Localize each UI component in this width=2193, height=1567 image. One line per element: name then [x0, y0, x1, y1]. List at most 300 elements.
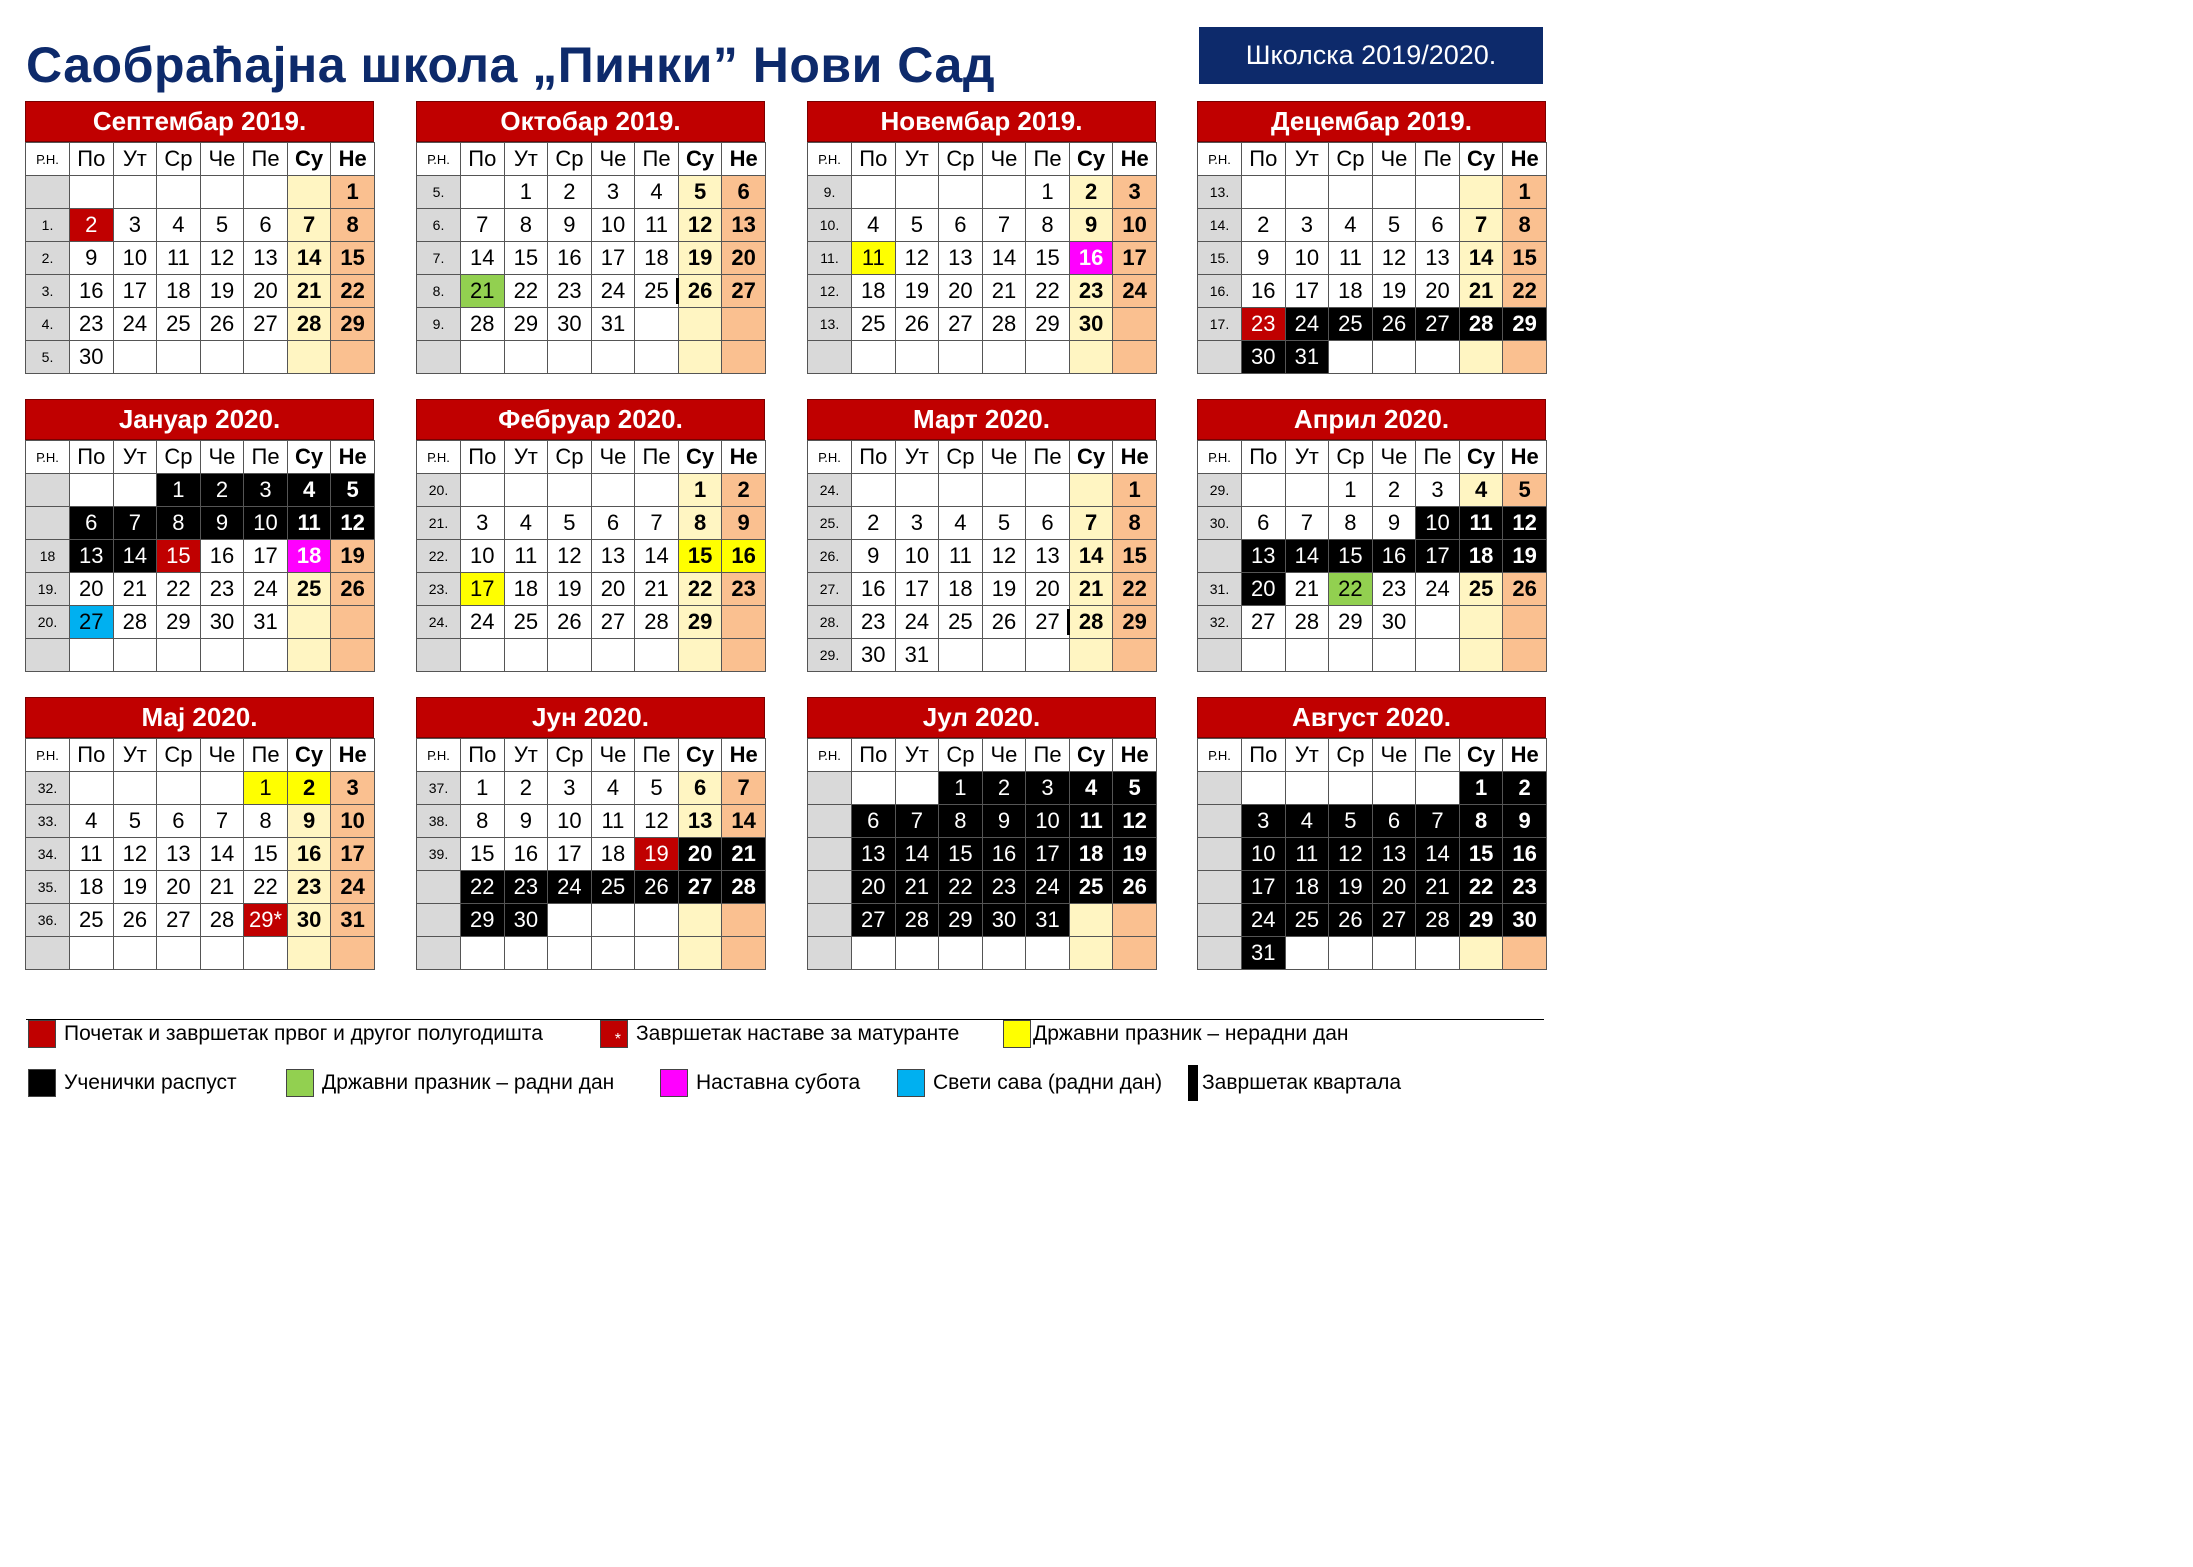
day-cell: 13 — [1026, 540, 1070, 573]
weekday-header: Че — [982, 739, 1026, 772]
week-number: 7. — [417, 242, 461, 275]
weekday-header: Че — [591, 441, 635, 474]
month-table — [807, 142, 1157, 374]
day-cell — [722, 606, 766, 639]
day-cell: 3 — [895, 507, 939, 540]
day-cell: 24 — [1416, 573, 1460, 606]
week-row — [1198, 639, 1547, 672]
day-cell: 16 — [982, 838, 1026, 871]
day-cell: 1 — [1459, 772, 1503, 805]
legend-quarter-end — [1188, 1065, 1401, 1101]
day-cell: 31 — [591, 308, 635, 341]
day-cell: 1 — [939, 772, 983, 805]
day-cell: 20 — [1242, 573, 1286, 606]
week-row — [808, 606, 1157, 639]
day-cell — [678, 308, 722, 341]
week-number — [1198, 805, 1242, 838]
week-number: 33. — [26, 805, 70, 838]
week-row — [808, 209, 1157, 242]
day-cell: 24 — [244, 573, 288, 606]
day-cell: 10 — [244, 507, 288, 540]
day-cell: 24 — [1026, 871, 1070, 904]
day-cell — [504, 937, 548, 970]
day-cell — [1242, 639, 1286, 672]
week-number: 3. — [26, 275, 70, 308]
day-cell: 25 — [591, 871, 635, 904]
day-cell: 6 — [852, 805, 896, 838]
weekday-header: Пе — [1026, 739, 1070, 772]
legend-saint-sava-label: Свети сава (радни дан) — [933, 1071, 1163, 1094]
day-cell: 9 — [200, 507, 244, 540]
red-star-swatch-icon: * — [600, 1020, 628, 1048]
day-cell: 7 — [635, 507, 679, 540]
day-cell: 20 — [678, 838, 722, 871]
day-cell: 30 — [548, 308, 592, 341]
weekday-header: Пе — [635, 143, 679, 176]
weekday-header: Ср — [157, 143, 201, 176]
day-cell — [244, 176, 288, 209]
day-cell — [113, 772, 157, 805]
day-cell: 17 — [895, 573, 939, 606]
day-cell: 2 — [287, 772, 331, 805]
day-cell — [1285, 772, 1329, 805]
day-cell — [70, 176, 114, 209]
month-title: Септембар 2019. — [25, 101, 374, 142]
day-cell: 10 — [548, 805, 592, 838]
weekday-header: Не — [331, 441, 375, 474]
day-cell: 30 — [852, 639, 896, 672]
weekday-header: Ср — [939, 441, 983, 474]
week-row — [808, 275, 1157, 308]
day-cell: 26 — [635, 871, 679, 904]
day-cell: 11 — [591, 805, 635, 838]
weekday-header-row — [1198, 143, 1547, 176]
day-cell: 24 — [591, 275, 635, 308]
day-cell: 14 — [722, 805, 766, 838]
day-cell — [244, 937, 288, 970]
weekday-header: Ут — [504, 739, 548, 772]
legend-break-label: Ученички распуст — [64, 1071, 237, 1094]
weekday-header: Ут — [504, 143, 548, 176]
day-cell: 2 — [70, 209, 114, 242]
week-row — [808, 540, 1157, 573]
day-cell: 23 — [1069, 275, 1113, 308]
legend-saint-sava — [897, 1069, 1162, 1097]
day-cell: 17 — [244, 540, 288, 573]
weekday-header: Су — [678, 143, 722, 176]
month-table — [1197, 142, 1547, 374]
day-cell: 7 — [200, 805, 244, 838]
weekday-header: По — [1242, 441, 1286, 474]
day-cell — [157, 176, 201, 209]
day-cell: 6 — [591, 507, 635, 540]
week-row — [1198, 474, 1547, 507]
day-cell: 6 — [70, 507, 114, 540]
black-swatch-icon — [28, 1069, 56, 1097]
weekday-header: Су — [287, 143, 331, 176]
day-cell: 31 — [1242, 937, 1286, 970]
day-cell: 22 — [331, 275, 375, 308]
day-cell — [200, 176, 244, 209]
day-cell: 13 — [939, 242, 983, 275]
day-cell: 24 — [113, 308, 157, 341]
week-number-header: Р.Н. — [26, 441, 70, 474]
day-cell: 12 — [331, 507, 375, 540]
day-cell: 16 — [1069, 242, 1113, 275]
week-number — [417, 341, 461, 374]
week-row — [417, 209, 766, 242]
weekday-header-row — [808, 441, 1157, 474]
day-cell — [939, 176, 983, 209]
legend-quarter-end-label: Завршетак квартала — [1202, 1071, 1402, 1094]
month-calendar — [807, 697, 1156, 974]
weekday-header: Не — [1113, 143, 1157, 176]
day-cell: 22 — [678, 573, 722, 606]
day-cell: 1 — [1503, 176, 1547, 209]
day-cell: 13 — [722, 209, 766, 242]
day-cell: 22 — [1026, 275, 1070, 308]
day-cell: 13 — [244, 242, 288, 275]
week-row — [417, 474, 766, 507]
day-cell: 17 — [461, 573, 505, 606]
day-cell: 17 — [1416, 540, 1460, 573]
legend-holiday-work-label: Државни празник – радни дан — [322, 1071, 615, 1094]
day-cell — [1416, 606, 1460, 639]
day-cell: 30 — [1242, 341, 1286, 374]
day-cell: 20 — [70, 573, 114, 606]
week-number: 35. — [26, 871, 70, 904]
day-cell: 30 — [70, 341, 114, 374]
day-cell: 27 — [157, 904, 201, 937]
weekday-header: Че — [200, 143, 244, 176]
day-cell: 28 — [722, 871, 766, 904]
week-row — [26, 474, 375, 507]
day-cell: 13 — [1416, 242, 1460, 275]
day-cell: 28 — [200, 904, 244, 937]
day-cell — [1026, 639, 1070, 672]
day-cell: 8 — [461, 805, 505, 838]
week-row — [417, 242, 766, 275]
day-cell: 15 — [157, 540, 201, 573]
day-cell: 5 — [678, 176, 722, 209]
day-cell — [548, 904, 592, 937]
page-title: Саобраћајна школа „Пинки” Нови Сад — [26, 37, 996, 93]
day-cell — [287, 176, 331, 209]
day-cell: 8 — [1329, 507, 1373, 540]
day-cell: 5 — [1329, 805, 1373, 838]
day-cell: 31 — [1285, 341, 1329, 374]
week-row — [26, 209, 375, 242]
weekday-header-row — [808, 143, 1157, 176]
day-cell: 26 — [982, 606, 1026, 639]
day-cell: 12 — [1113, 805, 1157, 838]
legend-graduates-label: Завршетак наставе за матуранте — [636, 1022, 960, 1045]
weekday-header: Ут — [504, 441, 548, 474]
day-cell: 5 — [200, 209, 244, 242]
week-number: 17. — [1198, 308, 1242, 341]
month-table — [25, 440, 375, 672]
day-cell: 11 — [157, 242, 201, 275]
day-cell: 23 — [1372, 573, 1416, 606]
day-cell: 19 — [200, 275, 244, 308]
week-number — [808, 805, 852, 838]
day-cell: 19 — [1329, 871, 1373, 904]
day-cell: 24 — [1113, 275, 1157, 308]
week-row — [417, 275, 766, 308]
week-row — [808, 772, 1157, 805]
day-cell: 9 — [852, 540, 896, 573]
week-number-header: Р.Н. — [1198, 441, 1242, 474]
day-cell — [635, 308, 679, 341]
legend-semester-label: Почетак и завршетак првог и другог полугодишта — [64, 1022, 543, 1045]
day-cell: 2 — [982, 772, 1026, 805]
week-row — [26, 772, 375, 805]
day-cell — [287, 341, 331, 374]
month-title: Јануар 2020. — [25, 399, 374, 440]
week-number: 30. — [1198, 507, 1242, 540]
day-cell: 30 — [504, 904, 548, 937]
weekday-header: Пе — [1416, 441, 1460, 474]
day-cell: 26 — [1113, 871, 1157, 904]
day-cell — [635, 341, 679, 374]
day-cell: 21 — [287, 275, 331, 308]
week-number-header: Р.Н. — [1198, 143, 1242, 176]
day-cell — [287, 937, 331, 970]
day-cell: 20 — [157, 871, 201, 904]
day-cell — [852, 341, 896, 374]
day-cell — [1329, 937, 1373, 970]
week-number — [417, 871, 461, 904]
day-cell: 26 — [895, 308, 939, 341]
week-number — [1198, 937, 1242, 970]
day-cell — [895, 937, 939, 970]
day-cell: 23 — [722, 573, 766, 606]
day-cell: 23 — [852, 606, 896, 639]
day-cell: 10 — [1242, 838, 1286, 871]
week-row — [808, 904, 1157, 937]
weekday-header: Ут — [895, 739, 939, 772]
week-number — [808, 937, 852, 970]
week-number: 39. — [417, 838, 461, 871]
day-cell: 3 — [113, 209, 157, 242]
weekday-header: Су — [1069, 143, 1113, 176]
day-cell: 27 — [244, 308, 288, 341]
day-cell: 14 — [113, 540, 157, 573]
week-number: 24. — [417, 606, 461, 639]
day-cell: 11 — [287, 507, 331, 540]
day-cell: 10 — [113, 242, 157, 275]
day-cell: 25 — [504, 606, 548, 639]
day-cell: 16 — [287, 838, 331, 871]
weekday-header: Ср — [1329, 143, 1373, 176]
week-number — [808, 904, 852, 937]
day-cell — [1372, 341, 1416, 374]
day-cell: 17 — [1242, 871, 1286, 904]
day-cell — [678, 639, 722, 672]
day-cell: 13 — [1242, 540, 1286, 573]
day-cell: 29 — [157, 606, 201, 639]
day-cell: 26 — [1372, 308, 1416, 341]
day-cell: 12 — [635, 805, 679, 838]
day-cell: 22 — [157, 573, 201, 606]
weekday-header: Не — [331, 739, 375, 772]
day-cell: 20 — [1416, 275, 1460, 308]
week-row — [417, 772, 766, 805]
day-cell — [461, 937, 505, 970]
day-cell — [1069, 639, 1113, 672]
weekday-header: Ср — [548, 143, 592, 176]
day-cell — [722, 341, 766, 374]
day-cell: 1 — [1113, 474, 1157, 507]
day-cell: 18 — [157, 275, 201, 308]
day-cell: 23 — [287, 871, 331, 904]
day-cell: 15 — [331, 242, 375, 275]
day-cell: 11 — [504, 540, 548, 573]
weekday-header: Не — [1113, 739, 1157, 772]
day-cell: 25 — [1285, 904, 1329, 937]
day-cell — [461, 341, 505, 374]
week-number — [1198, 871, 1242, 904]
day-cell — [939, 937, 983, 970]
day-cell: 12 — [1329, 838, 1373, 871]
day-cell — [1242, 474, 1286, 507]
day-cell: 19 — [331, 540, 375, 573]
month-table — [1197, 440, 1547, 672]
weekday-header: Ут — [895, 143, 939, 176]
day-cell: 19 — [113, 871, 157, 904]
week-number: 25. — [808, 507, 852, 540]
legend-working-saturday — [660, 1069, 860, 1097]
day-cell: 18 — [635, 242, 679, 275]
month-calendar — [416, 101, 765, 378]
day-cell — [1459, 606, 1503, 639]
day-cell: 9 — [70, 242, 114, 275]
weekday-header: Не — [1503, 739, 1547, 772]
week-row — [26, 606, 375, 639]
week-row — [26, 639, 375, 672]
day-cell: 27 — [70, 606, 114, 639]
week-row — [1198, 838, 1547, 871]
day-cell: 9 — [1372, 507, 1416, 540]
day-cell: 11 — [852, 242, 896, 275]
day-cell — [895, 474, 939, 507]
week-row — [26, 540, 375, 573]
week-row — [1198, 507, 1547, 540]
weekday-header: По — [461, 441, 505, 474]
day-cell — [982, 937, 1026, 970]
day-cell: 24 — [1242, 904, 1286, 937]
week-number — [808, 772, 852, 805]
day-cell: 19 — [1503, 540, 1547, 573]
weekday-header: Ср — [1329, 441, 1373, 474]
week-number: 22. — [417, 540, 461, 573]
weekday-header: Су — [287, 441, 331, 474]
day-cell: 9 — [982, 805, 1026, 838]
day-cell — [200, 341, 244, 374]
weekday-header-row — [26, 739, 375, 772]
weekday-header: По — [852, 143, 896, 176]
day-cell: 13 — [852, 838, 896, 871]
week-number: 16. — [1198, 275, 1242, 308]
weekday-header-row — [1198, 739, 1547, 772]
day-cell: 27 — [678, 871, 722, 904]
day-cell — [200, 937, 244, 970]
month-title: Децембар 2019. — [1197, 101, 1546, 142]
day-cell — [1113, 341, 1157, 374]
weekday-header: Пе — [244, 739, 288, 772]
day-cell — [591, 341, 635, 374]
week-row — [1198, 341, 1547, 374]
weekday-header: Че — [200, 441, 244, 474]
day-cell: 21 — [1285, 573, 1329, 606]
legend-graduates — [600, 1020, 959, 1048]
week-number: 4. — [26, 308, 70, 341]
week-row — [26, 308, 375, 341]
month-table — [1197, 738, 1547, 970]
weekday-header: Не — [722, 143, 766, 176]
week-row — [417, 540, 766, 573]
day-cell: 4 — [1069, 772, 1113, 805]
week-number — [26, 474, 70, 507]
day-cell: 25 — [852, 308, 896, 341]
week-row — [26, 507, 375, 540]
day-cell: 17 — [1113, 242, 1157, 275]
day-cell: 29 — [1113, 606, 1157, 639]
day-cell: 2 — [722, 474, 766, 507]
week-row — [1198, 772, 1547, 805]
day-cell: 27 — [722, 275, 766, 308]
day-cell: 12 — [548, 540, 592, 573]
day-cell: 6 — [939, 209, 983, 242]
week-number — [1198, 540, 1242, 573]
week-number: 10. — [808, 209, 852, 242]
month-table — [25, 738, 375, 970]
day-cell — [1329, 341, 1373, 374]
day-cell — [1026, 937, 1070, 970]
day-cell: 29* — [244, 904, 288, 937]
day-cell — [200, 639, 244, 672]
weekday-header: Не — [1503, 143, 1547, 176]
day-cell: 29 — [461, 904, 505, 937]
weekday-header: По — [852, 441, 896, 474]
weekday-header: Ут — [1285, 739, 1329, 772]
day-cell — [157, 341, 201, 374]
day-cell: 16 — [1503, 838, 1547, 871]
green-swatch-icon — [286, 1069, 314, 1097]
day-cell: 14 — [461, 242, 505, 275]
day-cell: 1 — [157, 474, 201, 507]
day-cell: 24 — [548, 871, 592, 904]
day-cell: 25 — [1329, 308, 1373, 341]
day-cell — [1416, 937, 1460, 970]
day-cell — [895, 341, 939, 374]
week-number: 23. — [417, 573, 461, 606]
legend-break — [28, 1069, 237, 1097]
day-cell — [504, 474, 548, 507]
month-table — [25, 142, 375, 374]
day-cell: 30 — [1372, 606, 1416, 639]
day-cell: 6 — [1026, 507, 1070, 540]
day-cell: 15 — [1503, 242, 1547, 275]
week-number: 29. — [1198, 474, 1242, 507]
weekday-header: По — [1242, 739, 1286, 772]
day-cell — [461, 474, 505, 507]
month-calendar — [25, 697, 374, 974]
day-cell: 26 — [1329, 904, 1373, 937]
day-cell — [548, 341, 592, 374]
month-calendar — [416, 697, 765, 974]
day-cell: 24 — [461, 606, 505, 639]
